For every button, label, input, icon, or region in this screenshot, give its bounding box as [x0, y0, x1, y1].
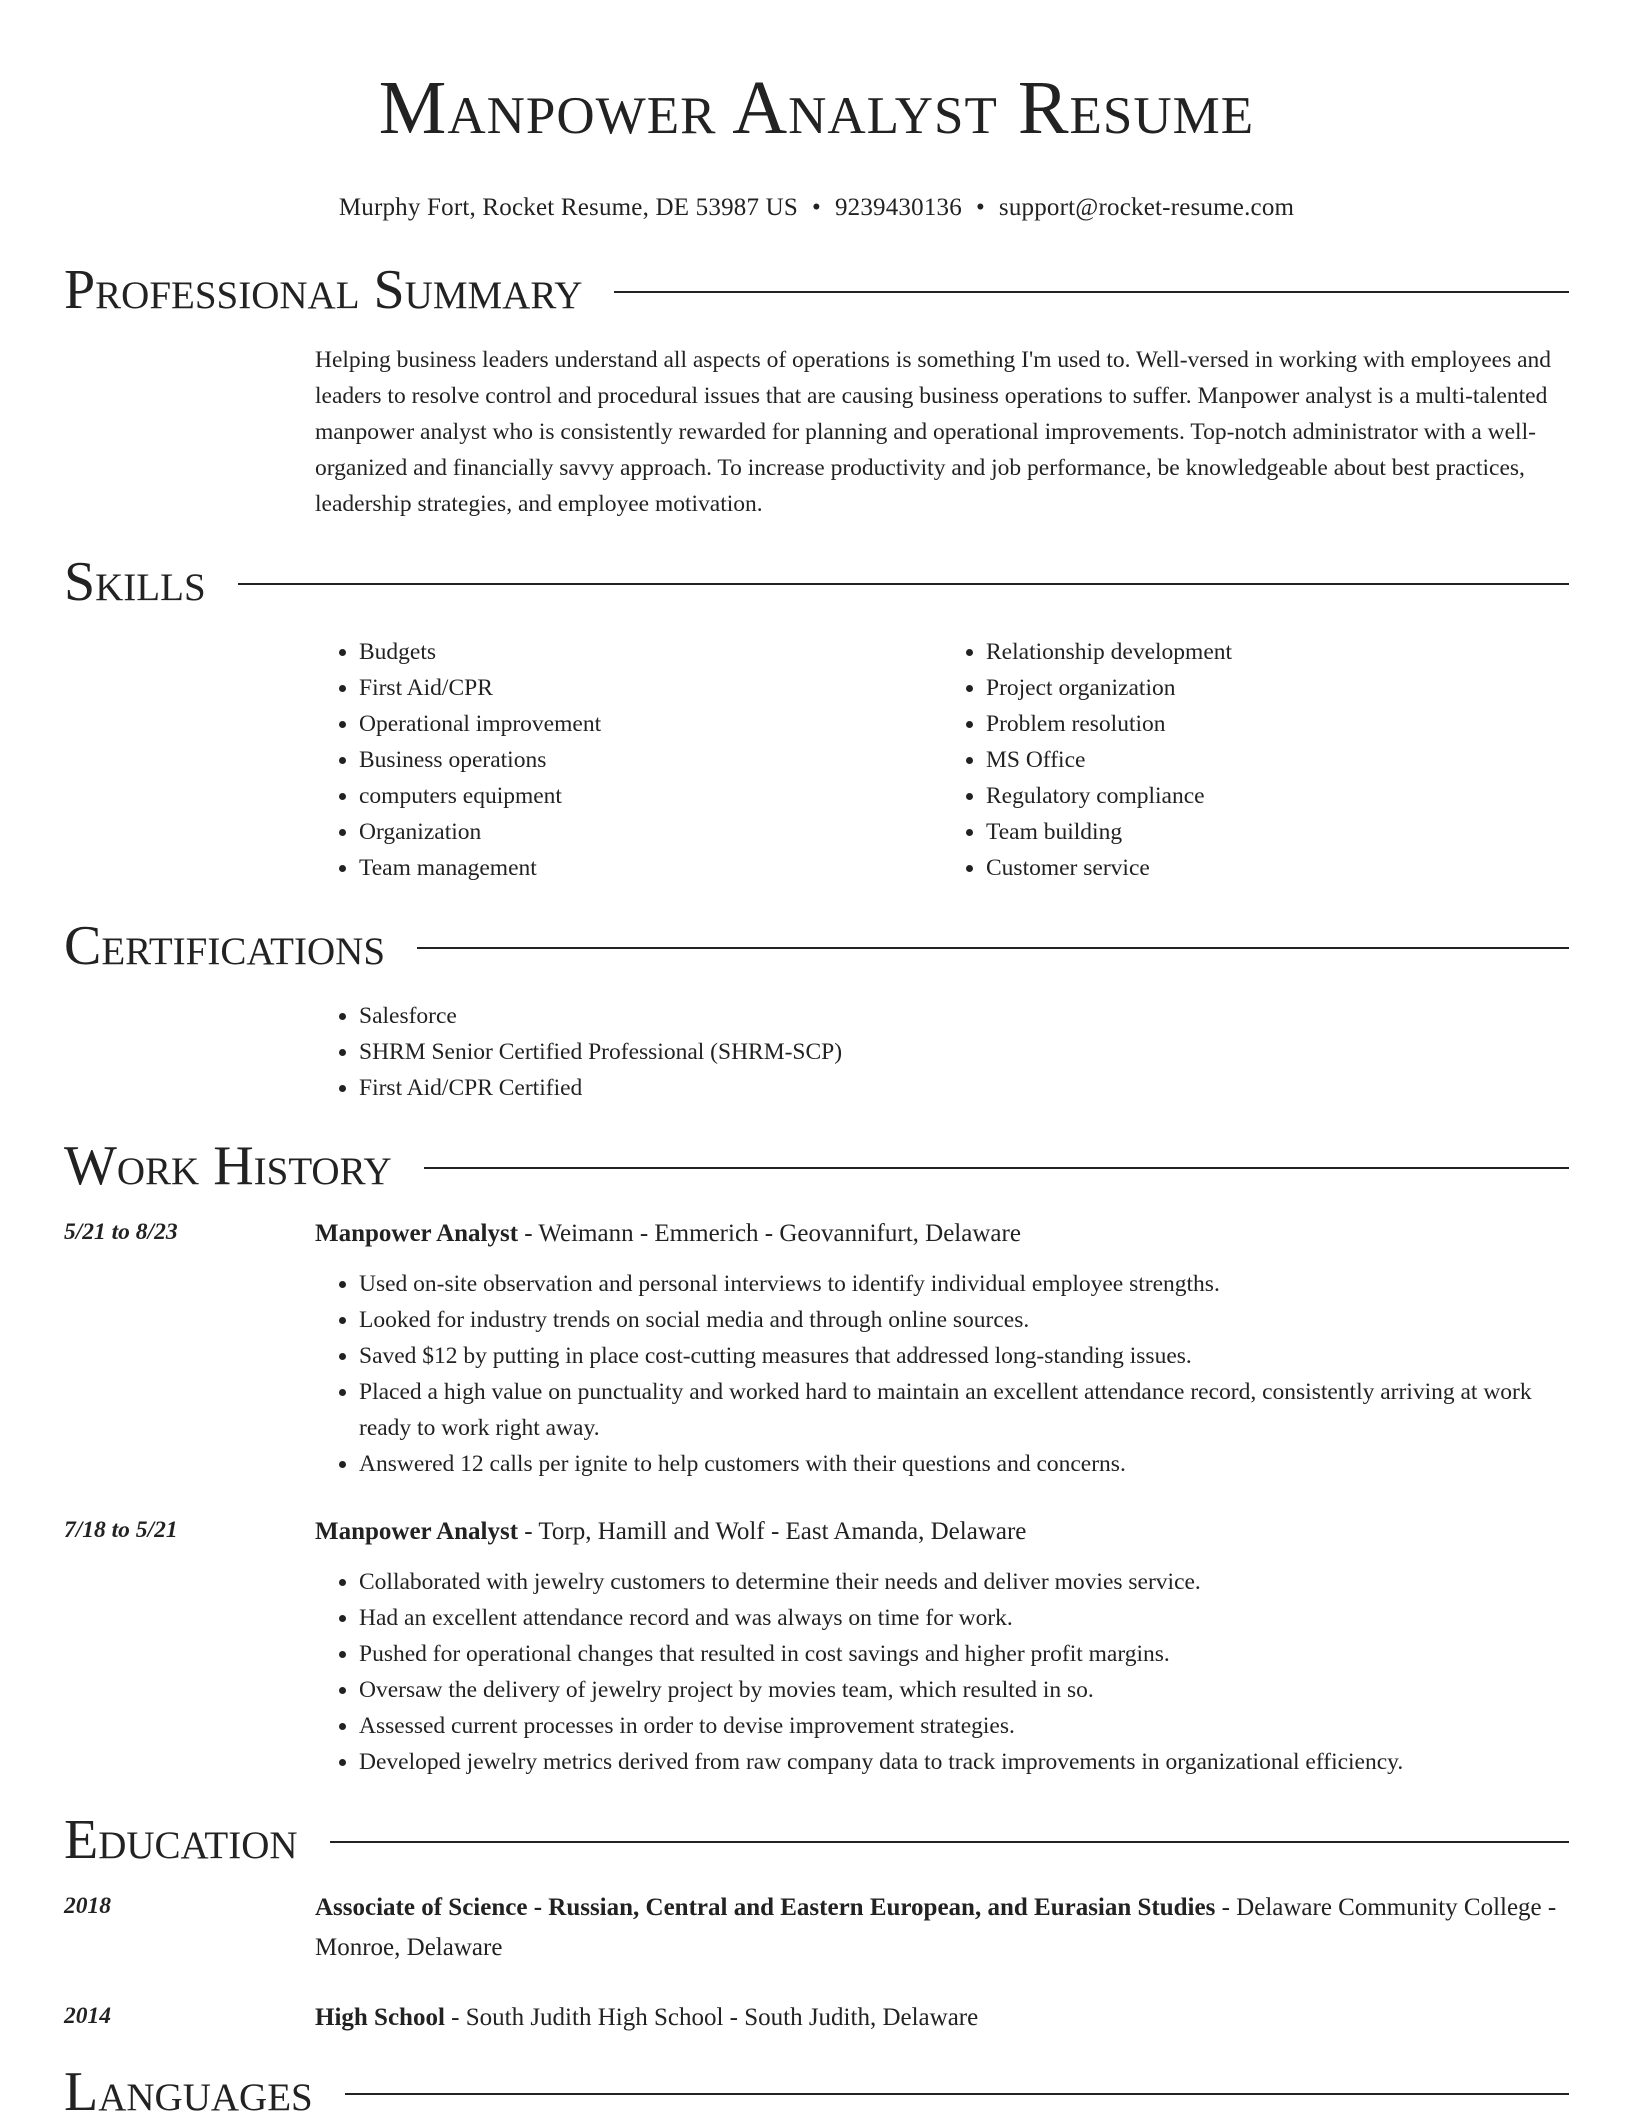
skill-item: • Business operations	[359, 742, 942, 778]
page-title: Manpower Analyst Resume	[378, 66, 1255, 150]
skill-item: • MS Office	[986, 742, 1569, 778]
section-summary	[64, 260, 1569, 320]
section-divider	[417, 947, 1569, 949]
job-bullet: • Assessed current processes in order to devise improvement strategies.	[359, 1708, 1569, 1744]
section-work-history	[64, 1136, 1569, 1196]
job-bullet: • Saved $12 by putting in place cost-cutting measures that addressed long-standing issues.	[359, 1338, 1569, 1374]
section-languages	[64, 2062, 1569, 2122]
job-employer: - Weimann - Emmerich - Geovannifurt, Delaware	[518, 1220, 1021, 1247]
education-degree: Associate of Science - Russian, Central and Eastern European, and Eurasian Studies	[315, 1894, 1216, 1921]
job-bullet: • Oversaw the delivery of jewelry project by movies team, which resulted in so.	[359, 1672, 1569, 1708]
job-bullet: • Developed jewelry metrics derived from raw company data to track improvements in organizational efficiency.	[359, 1744, 1569, 1780]
job-bullet: • Looked for industry trends on social media and through online sources.	[359, 1302, 1569, 1338]
skill-item: • Budgets	[359, 634, 942, 670]
section-title-languages: Languages	[64, 2061, 313, 2123]
skills-list	[64, 634, 1569, 886]
resume-page	[64, 0, 1569, 2122]
job-title: Manpower Analyst	[315, 1220, 519, 1247]
skill-item: • Team building	[986, 814, 1569, 850]
education-entry	[64, 1998, 1569, 2038]
job-bullet: • Had an excellent attendance record and was always on time for work.	[359, 1600, 1569, 1636]
job-bullets	[315, 1266, 1569, 1482]
skill-item: • Project organization	[986, 670, 1569, 706]
education-entry	[64, 1888, 1569, 1968]
contact-separator: •	[975, 194, 985, 221]
skills-column-right	[942, 634, 1569, 886]
section-divider	[345, 2093, 1569, 2095]
section-skills	[64, 552, 1569, 612]
certification-item: • First Aid/CPR Certified	[359, 1070, 1569, 1106]
job-heading	[315, 1512, 1569, 1552]
skill-item: • computers equipment	[359, 778, 942, 814]
job-bullet: • Pushed for operational changes that resulted in cost savings and higher profit margins.	[359, 1636, 1569, 1672]
certifications-list	[315, 998, 1569, 1106]
job-bullet: • Used on-site observation and personal interviews to identify individual employee strengths.	[359, 1266, 1569, 1302]
section-divider	[614, 291, 1569, 293]
section-divider	[330, 1841, 1569, 1843]
skill-item: • Organization	[359, 814, 942, 850]
skill-item: • Relationship development	[986, 634, 1569, 670]
education-year: 2014	[64, 2003, 111, 2029]
education-school: - Delaware Community College - Monroe, Delaware	[315, 1894, 1557, 1961]
job-bullet: • Answered 12 calls per ignite to help customers with their questions and concerns.	[359, 1446, 1569, 1482]
job-dates: 7/18 to 5/21	[64, 1517, 178, 1543]
skills-column-left	[315, 634, 942, 886]
section-title-summary: Professional Summary	[64, 259, 583, 321]
skill-item: • Problem resolution	[986, 706, 1569, 742]
skill-item: • Regulatory compliance	[986, 778, 1569, 814]
skill-item: • Operational improvement	[359, 706, 942, 742]
contact-address: Murphy Fort, Rocket Resume, DE 53987 US	[338, 194, 798, 221]
job-entry	[64, 1214, 1569, 1482]
skill-item: • First Aid/CPR	[359, 670, 942, 706]
section-title-education: Education	[64, 1809, 298, 1871]
education-heading	[315, 1998, 1569, 2038]
section-title-certifications: Certifications	[64, 915, 386, 977]
job-entry	[64, 1512, 1569, 1780]
certification-item: • SHRM Senior Certified Professional (SHRM-SCP)	[359, 1034, 1569, 1070]
section-title-skills: Skills	[64, 551, 206, 613]
job-dates: 5/21 to 8/23	[64, 1219, 178, 1245]
section-certifications	[64, 916, 1569, 976]
education-degree: High School	[315, 2004, 445, 2031]
certification-item: • Salesforce	[359, 998, 1569, 1034]
job-employer: - Torp, Hamill and Wolf - East Amanda, Delaware	[518, 1518, 1027, 1545]
section-title-work-history: Work History	[64, 1135, 392, 1197]
skill-item: • Team management	[359, 850, 942, 886]
contact-phone: 9239430136	[834, 194, 962, 221]
education-school: - South Judith High School - South Judith, Delaware	[444, 2004, 979, 2031]
contact-separator: •	[811, 194, 821, 221]
job-bullet: • Placed a high value on punctuality and worked hard to maintain an excellent attendance record, consistently arriving at work ready to work right away.	[359, 1374, 1569, 1446]
job-heading	[315, 1214, 1569, 1254]
contact-line	[64, 194, 1569, 222]
job-title: Manpower Analyst	[315, 1518, 519, 1545]
section-divider	[238, 583, 1569, 585]
skill-item: • Customer service	[986, 850, 1569, 886]
summary-text: Helping business leaders understand all aspects of operations is something I'm used to. Well-versed in working with employees and leaders to resolve control and procedural issues that are causing business operations to suffer. Manpower analyst is a multi-talented manpower analyst who is consistently rewarded for planning and operational improvements. Top-notch administrator with a well-organized and financially savvy approach. To increase productivity and job performance, be knowledgeable about best practices, leadership strategies, and employee motivation.	[315, 347, 1552, 517]
contact-email: support@rocket-resume.com	[998, 194, 1295, 221]
job-bullet: • Collaborated with jewelry customers to determine their needs and deliver movies service.	[359, 1564, 1569, 1600]
section-education	[64, 1810, 1569, 1870]
section-divider	[424, 1167, 1569, 1169]
job-bullets	[315, 1564, 1569, 1780]
education-heading	[315, 1888, 1569, 1968]
education-year: 2018	[64, 1893, 111, 1919]
